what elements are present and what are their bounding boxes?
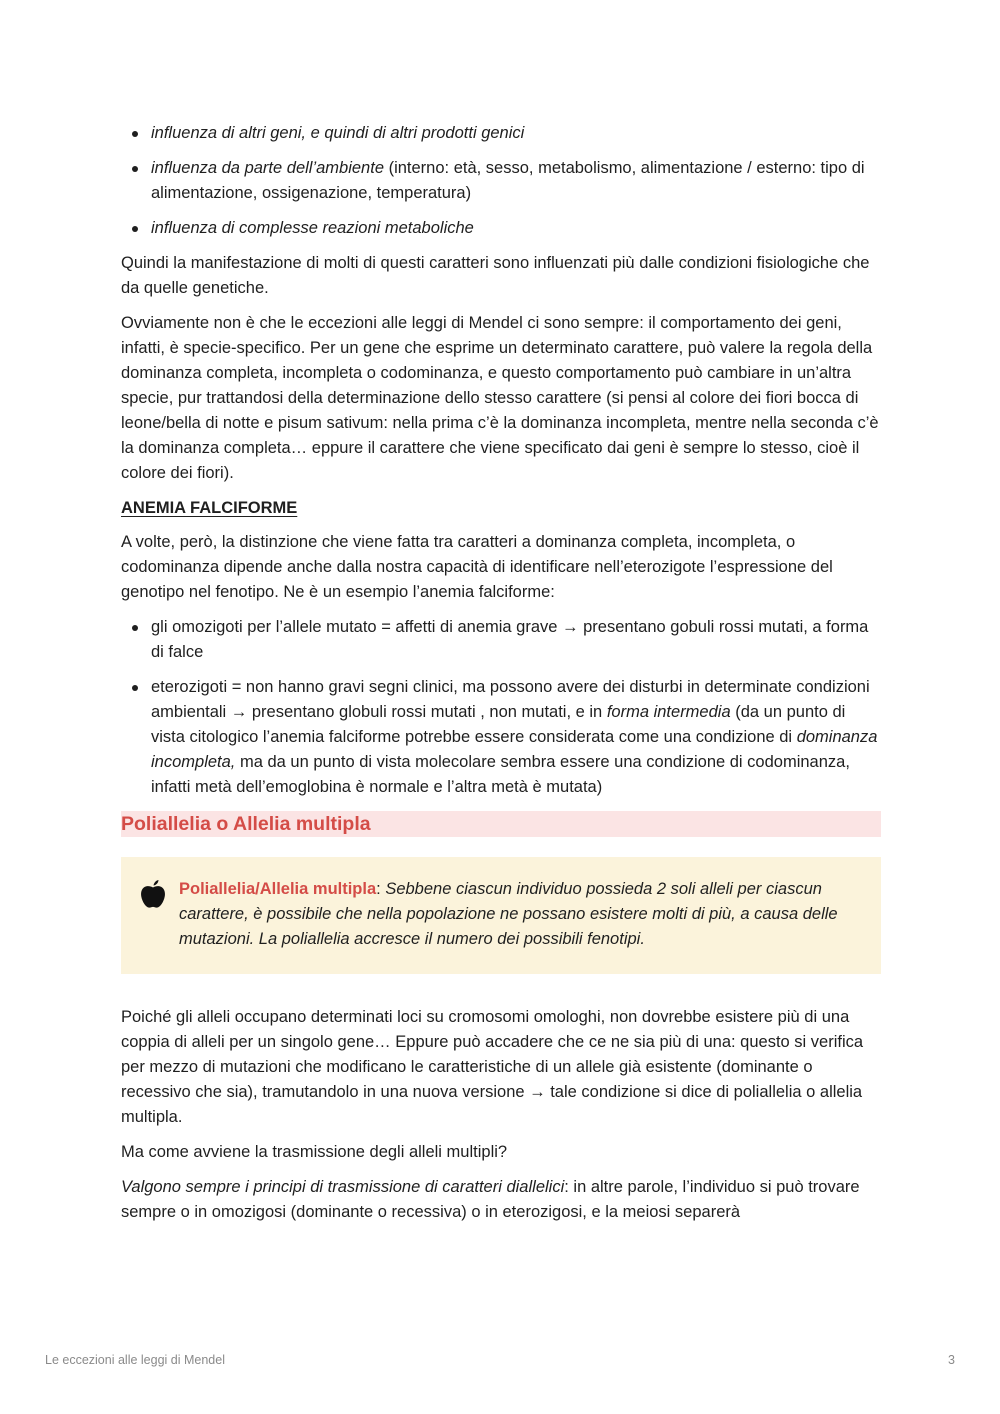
anemia-list — [121, 615, 881, 800]
list-item-italic: influenza di altri geni, e quindi di altri prodotti genici — [151, 124, 525, 142]
paragraph: A volte, però, la distinzione che viene fatta tra caratteri a dominanza completa, incompleta, o codominanza dipende anche dalla nostra capacità di identificare nell’eterozigote l’espressione del genotipo nel fenotipo. Ne è un esempio l’anemia falciforme: — [121, 533, 833, 601]
heading-poliallelia: Poliallelia o Allelia multipla — [121, 811, 881, 837]
callout-text — [179, 877, 853, 952]
callout-body: Sebbene ciascun individuo possieda 2 soli alleli per ciascun carattere, è possibile che nella popolazione ne possano esistere molti di più, a causa delle mutazioni. La poliallelia accresce il numero dei possibili fenotipi. — [179, 880, 838, 948]
list-item-text: ma da un punto di vista molecolare sembra essere una condizione di codominanza, infatti metà dell’emoglobina è normale e l’altra metà è mutata) — [151, 753, 850, 796]
paragraph: Poiché gli alleli occupano determinati loci su cromosomi omologhi, non dovrebbe esistere più di una coppia di alleli per un singolo gene… Eppure può accadere che ce ne sia più di una: questo si verifica per mezzo di mutazioni che modificano le caratteristiche di un allele già esistente (dominante o recessivo che sia), tramutandolo in una nuova versione → tale condizione si dice di poliallelia o allelia multipla. — [121, 1008, 864, 1126]
list-item-text: (interno: età, sesso, metabolismo, alimentazione / esterno: tipo di alimentazione, ossigenazione, temperatura) — [151, 159, 865, 202]
list-item-italic: influenza da parte dell’ambiente — [151, 159, 384, 177]
influence-list — [121, 121, 881, 241]
page-number: 3 — [948, 1353, 955, 1367]
paragraph-italic: Valgono sempre i principi di trasmissione di caratteri diallelici — [121, 1178, 565, 1196]
list-item — [121, 675, 881, 800]
list-item — [121, 216, 881, 241]
paragraph-text: : in altre parole, l’individuo si può trovare sempre o in omozigosi (dominante o recessiva) o in eterozigosi, e la meiosi separerà — [121, 1178, 860, 1221]
list-item: gli omozigoti per l’allele mutato = affetti di anemia grave → presentano gobuli rossi mutati, a forma di falce — [121, 615, 881, 665]
callout-box — [121, 857, 881, 974]
list-item-text: eterozigoti = non hanno gravi segni clinici, ma possono avere dei disturbi in determinate condizioni ambientali → presentano globuli rossi mutati , non mutati, e in — [151, 678, 870, 721]
paragraph: Quindi la manifestazione di molti di questi caratteri sono influenzati più dalle condizioni fisiologiche che da quelle genetiche. — [121, 254, 870, 297]
list-item-text: (da un punto di vista citologico l’anemia falciforme potrebbe essere considerata come una condizione di — [151, 703, 846, 746]
paragraph — [121, 1175, 881, 1225]
section-title-anemia: ANEMIA FALCIFORME — [121, 499, 298, 517]
list-item-italic: influenza di complesse reazioni metaboliche — [151, 219, 474, 237]
list-item-italic: dominanza incompleta, — [151, 728, 878, 771]
paragraph: Ma come avviene la trasmissione degli alleli multipli? — [121, 1143, 508, 1161]
apple-icon — [139, 877, 179, 952]
paragraph: Ovviamente non è che le eccezioni alle leggi di Mendel ci sono sempre: il comportamento dei geni, infatti, è specie-specifico. Per un gene che esprime un determinato carattere, può valere la regola della dominanza completa, incompleta o codominanza, e questo comportamento può cambiare in un’altra specie, pur trattandosi della determinazione dello stesso carattere (si pensi al colore dei fiori bocca di leone/bella di notte e pisum sativum: nella prima c’è la dominanza incompleta, mentre nella seconda c’è la dominanza completa… eppure il carattere che viene specificato dai geni è sempre lo stesso, cioè il colore dei fiori). — [121, 314, 879, 482]
footer-title: Le eccezioni alle leggi di Mendel — [45, 1353, 225, 1367]
callout-label: Poliallelia/Allelia multipla — [179, 880, 377, 898]
list-item — [121, 121, 881, 146]
document-body — [121, 121, 881, 1235]
list-item — [121, 156, 881, 206]
callout-separator: : — [376, 880, 386, 898]
list-item-italic: forma intermedia — [606, 703, 731, 721]
